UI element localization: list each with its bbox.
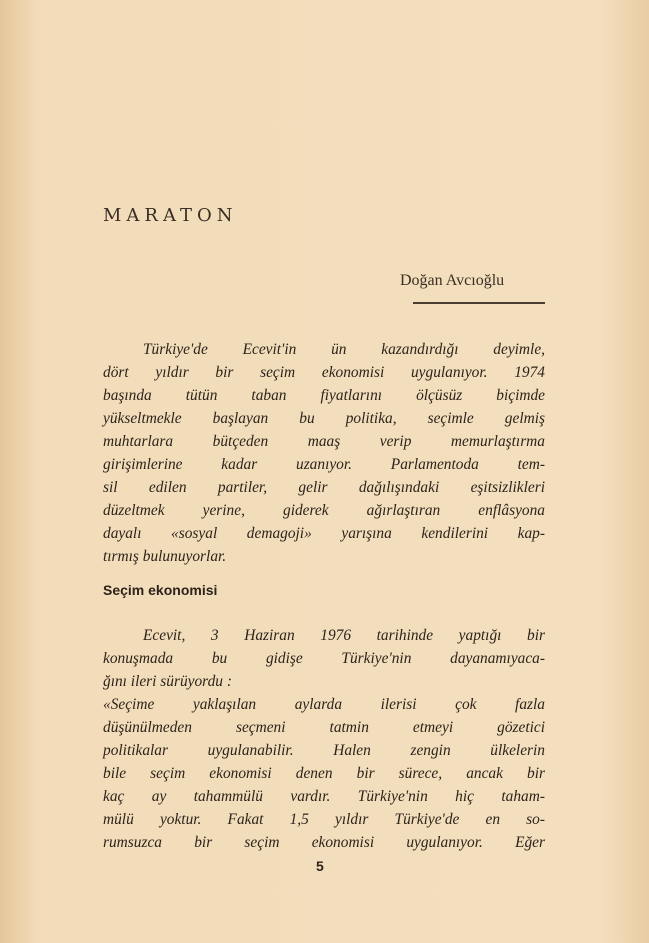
article-author: Doğan Avcıoğlu (400, 272, 505, 289)
intro-line: düzeltmek yerine, giderek ağırlaştıran enflâsyona (103, 502, 545, 519)
body-line: bile seçim ekonomisi denen bir sürece, ancak bir (103, 765, 545, 782)
article-title: MARATON (103, 205, 238, 226)
body-line: kaç ay tahammülü vardır. Türkiye'nin hiç taham- (103, 788, 545, 805)
intro-line: yükseltmekle başlayan bu politika, seçimle gelmiş (103, 410, 545, 427)
intro-line: Türkiye'de Ecevit'in ün kazandırdığı deyimle, (143, 341, 545, 358)
intro-line: sil edilen partiler, gelir dağılışındaki eşitsizlikleri (103, 479, 545, 496)
body-paragraph (103, 624, 545, 854)
author-underline-divider (413, 302, 545, 304)
intro-paragraph (103, 338, 545, 568)
body-line: düşünülmeden seçmeni tatmin etmeyi gözetici (103, 719, 545, 736)
body-line: «Seçime yaklaşılan aylarda ilerisi çok fazla (103, 696, 545, 713)
section-heading: Seçim ekonomisi (103, 582, 218, 598)
page-number: 5 (316, 858, 324, 874)
body-line: Ecevit, 3 Haziran 1976 tarihinde yaptığı bir (143, 627, 545, 644)
body-line: konuşmada bu gidişe Türkiye'nin dayanamıyaca- (103, 650, 545, 667)
intro-line: başında tütün taban fiyatlarını ölçüsüz biçimde (103, 387, 545, 404)
intro-line: dört yıldır bir seçim ekonomisi uygulanıyor. 1974 (103, 364, 545, 381)
intro-line: girişimlerine kadar uzanıyor. Parlamentoda tem- (103, 456, 545, 473)
body-line: ğını ileri sürüyordu : (103, 673, 232, 690)
body-line: rumsuzca bir seçim ekonomisi uygulanıyor. Eğer (103, 834, 545, 851)
body-line: mülü yoktur. Fakat 1,5 yıldır Türkiye'de en so- (103, 811, 545, 828)
intro-line: tırmış bulunuyorlar. (103, 548, 227, 565)
body-line: politikalar uygulanabilir. Halen zengin ülkelerin (103, 742, 545, 759)
intro-line: muhtarlara bütçeden maaş verip memurlaştırma (103, 433, 545, 450)
intro-line: dayalı «sosyal demagoji» yarışına kendilerini kap- (103, 525, 545, 542)
